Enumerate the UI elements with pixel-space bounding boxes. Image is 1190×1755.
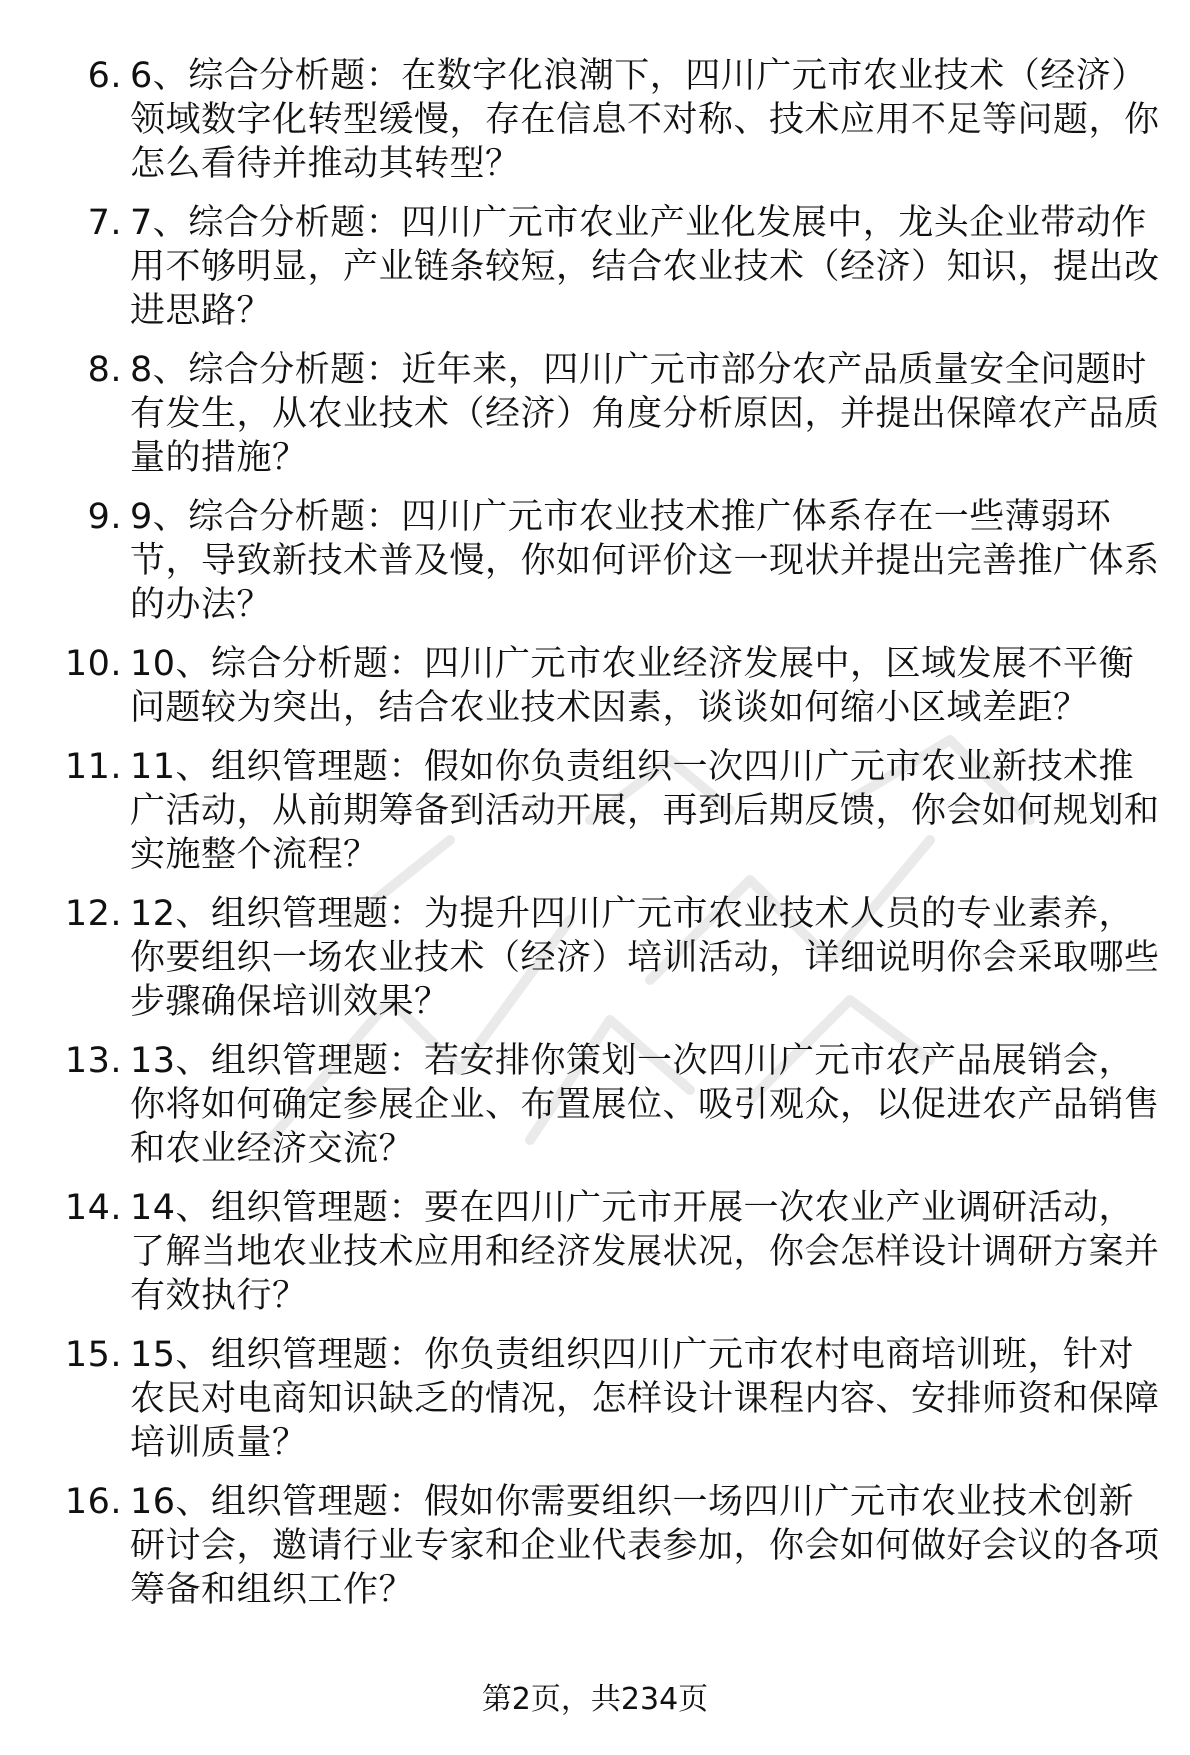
question-number: 7. [87,203,122,243]
question-number: 15. [64,1335,122,1375]
question-text: 15、组织管理题：你负责组织四川广元市农村电商培训班，针对农民对电商知识缺乏的情况，怎样设计课程内容、安排师资和保障培训质量？ [130,1335,1160,1463]
question-text: 14、组织管理题：要在四川广元市开展一次农业产业调研活动，了解当地农业技术应用和经济发展状况，你会怎样设计调研方案并有效执行？ [130,1188,1160,1316]
list-item [58,745,1168,877]
question-number: 14. [64,1188,122,1228]
list-item [58,1480,1168,1612]
question-number: 10. [64,644,122,684]
question-number: 9. [87,497,122,537]
list-item [58,1333,1168,1465]
question-number: 12. [64,894,122,934]
question-number: 8. [87,350,122,390]
list-item [58,201,1168,333]
page-number-label: 第2页，共234页 [481,1682,709,1717]
question-text: 9、综合分析题：四川广元市农业技术推广体系存在一些薄弱环节，导致新技术普及慢，你如何评价这一现状并提出完善推广体系的办法？ [130,497,1160,625]
question-text: 6、综合分析题：在数字化浪潮下，四川广元市农业技术（经济）领域数字化转型缓慢，存在信息不对称、技术应用不足等问题，你怎么看待并推动其转型？ [130,56,1160,184]
question-number: 11. [64,747,122,787]
question-text: 11、组织管理题：假如你负责组织一次四川广元市农业新技术推广活动，从前期筹备到活动开展，再到后期反馈，你会如何规划和实施整个流程？ [130,747,1160,875]
question-number: 6. [87,56,122,96]
list-item [58,892,1168,1024]
list-item [58,642,1168,730]
list-item [58,54,1168,186]
question-text: 13、组织管理题：若安排你策划一次四川广元市农产品展销会，你将如何确定参展企业、布置展位、吸引观众，以促进农产品销售和农业经济交流？ [130,1041,1160,1169]
list-item [58,348,1168,480]
question-text: 16、组织管理题：假如你需要组织一场四川广元市农业技术创新研讨会，邀请行业专家和企业代表参加，你会如何做好会议的各项筹备和组织工作？ [130,1482,1160,1610]
question-text: 8、综合分析题：近年来，四川广元市部分农产品质量安全问题时有发生，从农业技术（经济）角度分析原因，并提出保障农产品质量的措施？ [130,350,1160,478]
list-item [58,495,1168,627]
page-footer [0,1680,1190,1720]
list-item [58,1186,1168,1318]
question-number: 16. [64,1482,122,1522]
question-number: 13. [64,1041,122,1081]
question-list [58,54,1168,1627]
question-text: 10、综合分析题：四川广元市农业经济发展中，区域发展不平衡问题较为突出，结合农业技术因素，谈谈如何缩小区域差距？ [130,644,1135,728]
list-item [58,1039,1168,1171]
question-text: 12、组织管理题：为提升四川广元市农业技术人员的专业素养，你要组织一场农业技术（经济）培训活动，详细说明你会采取哪些步骤确保培训效果？ [130,894,1160,1022]
question-text: 7、综合分析题：四川广元市农业产业化发展中，龙头企业带动作用不够明显，产业链条较短，结合农业技术（经济）知识，提出改进思路？ [130,203,1160,331]
